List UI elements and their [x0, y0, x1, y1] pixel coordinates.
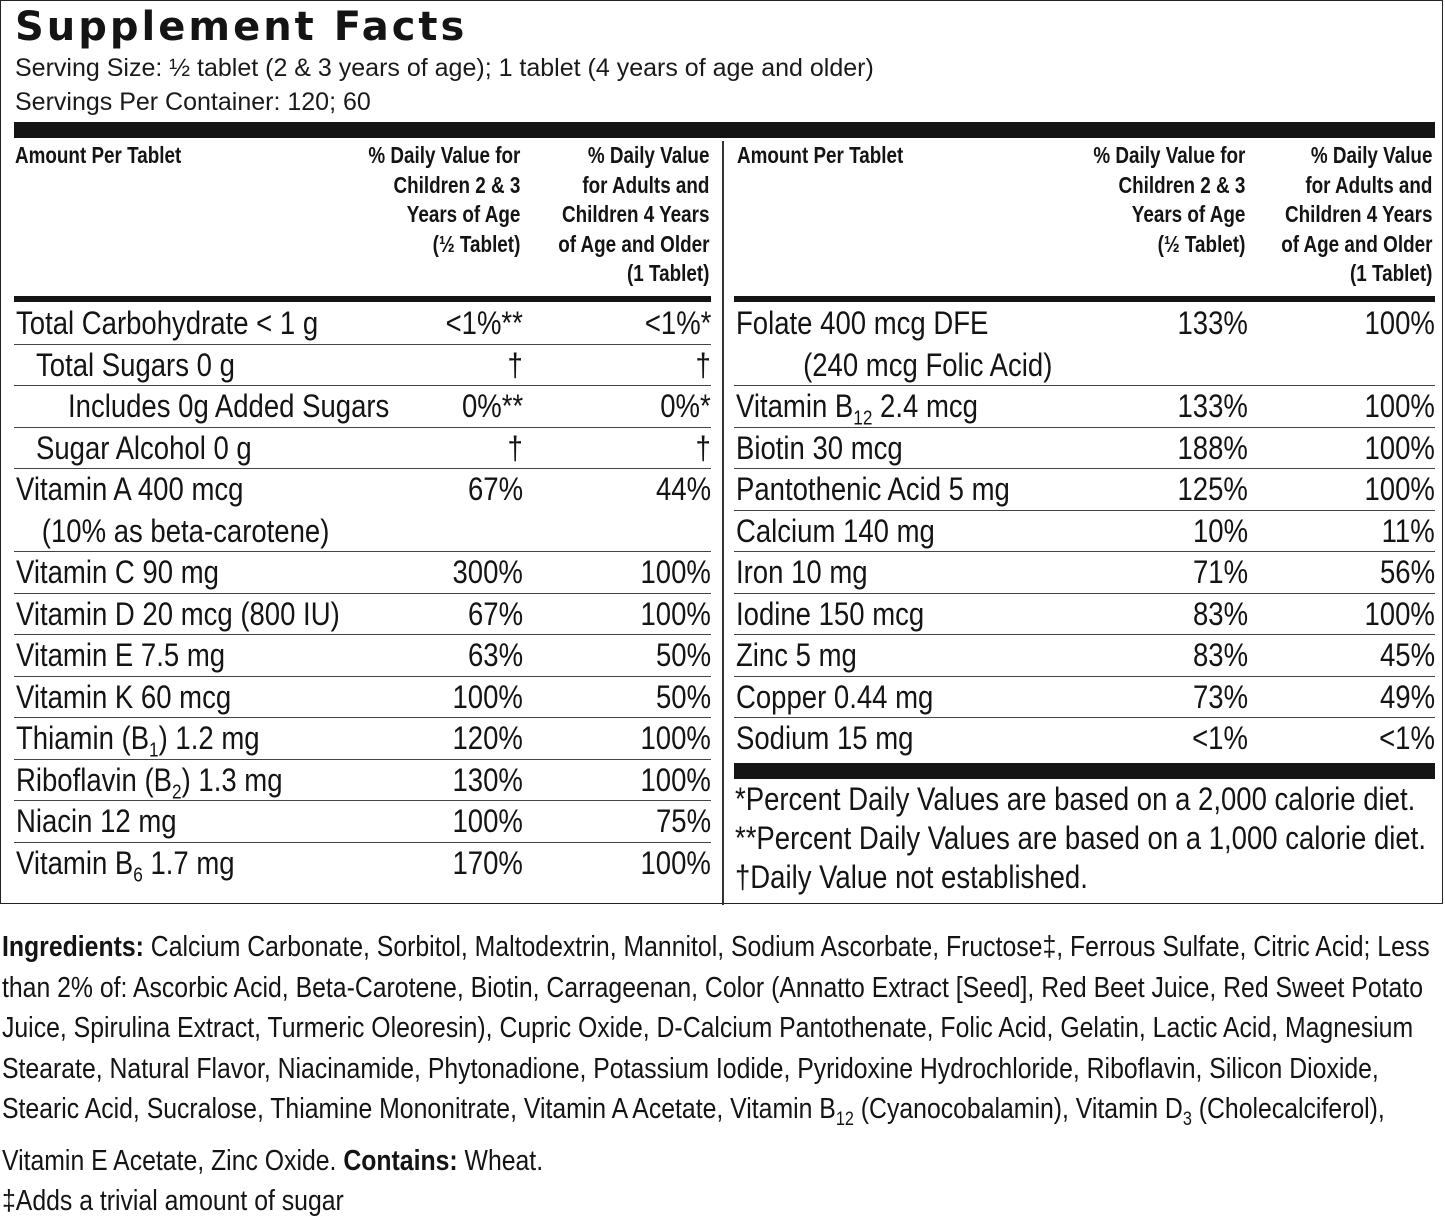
nutrient-name: Folate 400 mcg DFE (240 mcg Folic Acid) — [736, 303, 988, 345]
nutrient-name: Vitamin E 7.5 mg — [16, 637, 226, 673]
child-daily-value: 83% — [1192, 637, 1248, 673]
nutrient-name: Vitamin C 90 mg — [16, 554, 219, 590]
footnote-2000: *Percent Daily Values are based on a 2,000 calorie diet. — [735, 781, 1416, 817]
adult-daily-value: 0%* — [660, 388, 711, 424]
nutrient-row — [14, 303, 711, 345]
nutrient-row — [734, 552, 1435, 594]
nutrient-name: Calcium 140 mg — [736, 512, 935, 549]
nutrient-row — [14, 469, 711, 552]
nutrient-name: Copper 0.44 mg — [736, 678, 934, 715]
nutrient-row — [14, 386, 711, 428]
left-header-rule — [14, 296, 711, 302]
nutrient-row — [734, 677, 1435, 719]
footnote-thick-bar — [734, 763, 1435, 779]
adult-daily-value: † — [695, 429, 711, 466]
adult-daily-value: 50% — [655, 678, 711, 715]
nutrient-name: Vitamin A 400 mcg (10% as beta-carotene) — [16, 469, 243, 511]
adult-daily-value: 45% — [1379, 637, 1435, 673]
nutrient-name: Total Sugars 0 g — [36, 346, 235, 383]
nutrient-row — [14, 677, 711, 719]
nutrient-name: Includes 0g Added Sugars — [68, 388, 390, 424]
left-children-header: % Daily Value for Children 2 & 3 Years of Age (½ Tablet) — [368, 142, 520, 257]
adult-daily-value: 100% — [1364, 471, 1435, 507]
nutrient-note: (240 mcg Folic Acid) — [803, 346, 1053, 383]
child-daily-value: 67% — [467, 595, 523, 632]
top-thick-bar — [14, 122, 1435, 138]
child-daily-value: † — [507, 346, 523, 383]
adult-daily-value: 100% — [1364, 305, 1435, 341]
nutrient-name: Biotin 30 mcg — [736, 429, 903, 466]
ingredients-label: Ingredients: — [2, 931, 144, 963]
nutrient-row — [734, 303, 1435, 386]
nutrient-row — [14, 718, 711, 760]
right-amount-header: Amount Per Tablet — [737, 142, 904, 168]
adult-daily-value: 44% — [655, 471, 711, 507]
left-adults-header: % Daily Value for Adults and Children 4 Years of Age and Older (1 Tablet) — [557, 142, 709, 286]
child-daily-value: 133% — [1177, 305, 1248, 341]
child-daily-value: 100% — [452, 678, 523, 715]
child-daily-value: 130% — [452, 761, 523, 798]
serving-size: Serving Size: ½ tablet (2 & 3 years of age); 1 tablet (4 years of age and older) — [15, 54, 874, 82]
nutrient-name: Vitamin D 20 mcg (800 IU) — [16, 595, 340, 632]
child-daily-value: <1%** — [445, 305, 523, 341]
child-daily-value: 300% — [452, 554, 523, 590]
adult-daily-value: 100% — [640, 554, 711, 590]
child-daily-value: <1% — [1192, 720, 1248, 756]
nutrient-row — [14, 345, 711, 387]
nutrient-row — [14, 594, 711, 636]
nutrient-row — [734, 386, 1435, 428]
right-children-header: % Daily Value for Children 2 & 3 Years of Age (½ Tablet) — [1093, 142, 1245, 257]
contains-text: Wheat. — [457, 1144, 544, 1177]
adult-daily-value: 50% — [655, 637, 711, 673]
nutrient-name: Iodine 150 mcg — [736, 595, 925, 632]
adult-daily-value: 11% — [1381, 512, 1435, 549]
nutrient-note: (10% as beta-carotene) — [41, 512, 330, 549]
nutrient-name: Vitamin $B_6$ 1.7 mg — [16, 844, 235, 886]
adult-daily-value: 56% — [1379, 554, 1435, 590]
nutrient-name: Sugar Alcohol 0 g — [36, 429, 252, 466]
child-daily-value: 83% — [1192, 595, 1248, 632]
child-daily-value: 120% — [452, 720, 523, 756]
footnote-dagger: †Daily Value not established. — [735, 859, 1088, 895]
panel-title: Supplement Facts — [15, 4, 468, 50]
nutrient-name: Thiamin $(B_1)$ 1.2 mg — [16, 720, 260, 762]
adult-daily-value: <1%* — [644, 305, 711, 341]
nutrient-row — [734, 635, 1435, 677]
nutrient-row — [14, 801, 711, 843]
child-daily-value: 73% — [1192, 678, 1248, 715]
right-adults-header: % Daily Value for Adults and Children 4 Years of Age and Older (1 Tablet) — [1280, 142, 1432, 286]
adult-daily-value: 100% — [640, 595, 711, 632]
nutrient-row — [14, 552, 711, 594]
contains-label: Contains: — [343, 1144, 458, 1177]
adult-daily-value: † — [695, 346, 711, 383]
child-daily-value: 170% — [452, 844, 523, 881]
sugar-note: ‡Adds a trivial amount of sugar — [2, 1185, 344, 1218]
nutrient-name: Riboflavin $(B_2)$ 1.3 mg — [16, 761, 283, 803]
nutrient-name: Iron 10 mg — [736, 554, 868, 590]
nutrient-name: Zinc 5 mg — [736, 637, 857, 673]
child-daily-value: 10% — [1192, 512, 1248, 549]
nutrient-row — [734, 428, 1435, 470]
nutrient-row — [734, 594, 1435, 636]
nutrient-name: Vitamin $B_{12}$ 2.4 mcg — [736, 388, 978, 430]
nutrient-row — [14, 843, 711, 885]
nutrient-row — [14, 760, 711, 802]
left-amount-header: Amount Per Tablet — [15, 142, 182, 168]
column-divider — [722, 141, 724, 905]
adult-daily-value: 100% — [640, 720, 711, 756]
nutrient-row — [14, 635, 711, 677]
child-daily-value: 0%** — [461, 388, 523, 424]
adult-daily-value: 100% — [640, 844, 711, 881]
nutrient-row — [734, 511, 1435, 553]
adult-daily-value: 75% — [655, 803, 711, 839]
adult-daily-value: 100% — [1364, 595, 1435, 632]
child-daily-value: † — [507, 429, 523, 466]
nutrient-name: Pantothenic Acid 5 mg — [736, 471, 1010, 507]
servings-per-container: Servings Per Container: 120; 60 — [15, 88, 371, 116]
nutrient-row — [734, 718, 1435, 760]
footnotes — [735, 780, 1426, 897]
nutrient-row — [14, 428, 711, 470]
nutrient-name: Niacin 12 mg — [16, 803, 177, 839]
nutrient-name: Total Carbohydrate < 1 g — [16, 305, 319, 341]
adult-daily-value: 100% — [640, 761, 711, 798]
right-header-rule — [734, 296, 1435, 302]
ingredients-block: Ingredients: Calcium Carbonate, Sorbitol, Maltodextrin, Mannitol, Sodium Ascorbate, Fructose‡, Ferrous Sulfate, Citric Acid; Less than 2% of: Ascorbic Acid, Beta-Carotene, Biotin, Carrageenan, Color (Annatto Extract [Seed], Red Beet Juice, Red Sweet Potato Juice, Spirulina Extract, Turmeric Oleoresin), Cupric Oxide, D-Calcium Pantothenate, Folic Acid, Gelatin, Lactic Acid, Magnesium Stearate, Natural Flavor, Niacinamide, Phytonadione, Potassium Iodide, Pyridoxine Hydrochloride, Riboflavin, Silicon Dioxide, Stearic Acid, Sucralose, Thiamine Mononitrate, Vitamin A Acetate, Vitamin $B_{12}$ (Cyanocobalamin), Vitamin $D_3$ (Cholecalciferol), Vitamin E Acetate, Zinc Oxide. Contains: Wheat. ‡Adds a trivial amount of sugar — [2, 927, 1430, 1222]
adult-daily-value: <1% — [1379, 720, 1435, 756]
adult-daily-value: 100% — [1364, 388, 1435, 424]
footnote-1000: **Percent Daily Values are based on a 1,000 calorie diet. — [735, 820, 1426, 856]
child-daily-value: 67% — [467, 471, 523, 507]
child-daily-value: 100% — [452, 803, 523, 839]
adult-daily-value: 49% — [1379, 678, 1435, 715]
nutrient-name: Vitamin K 60 mcg — [16, 678, 232, 715]
child-daily-value: 71% — [1192, 554, 1248, 590]
child-daily-value: 125% — [1177, 471, 1248, 507]
child-daily-value: 188% — [1177, 429, 1248, 466]
child-daily-value: 63% — [467, 637, 523, 673]
adult-daily-value: 100% — [1364, 429, 1435, 466]
nutrient-name: Sodium 15 mg — [736, 720, 914, 756]
child-daily-value: 133% — [1177, 388, 1248, 424]
nutrient-row — [734, 469, 1435, 511]
